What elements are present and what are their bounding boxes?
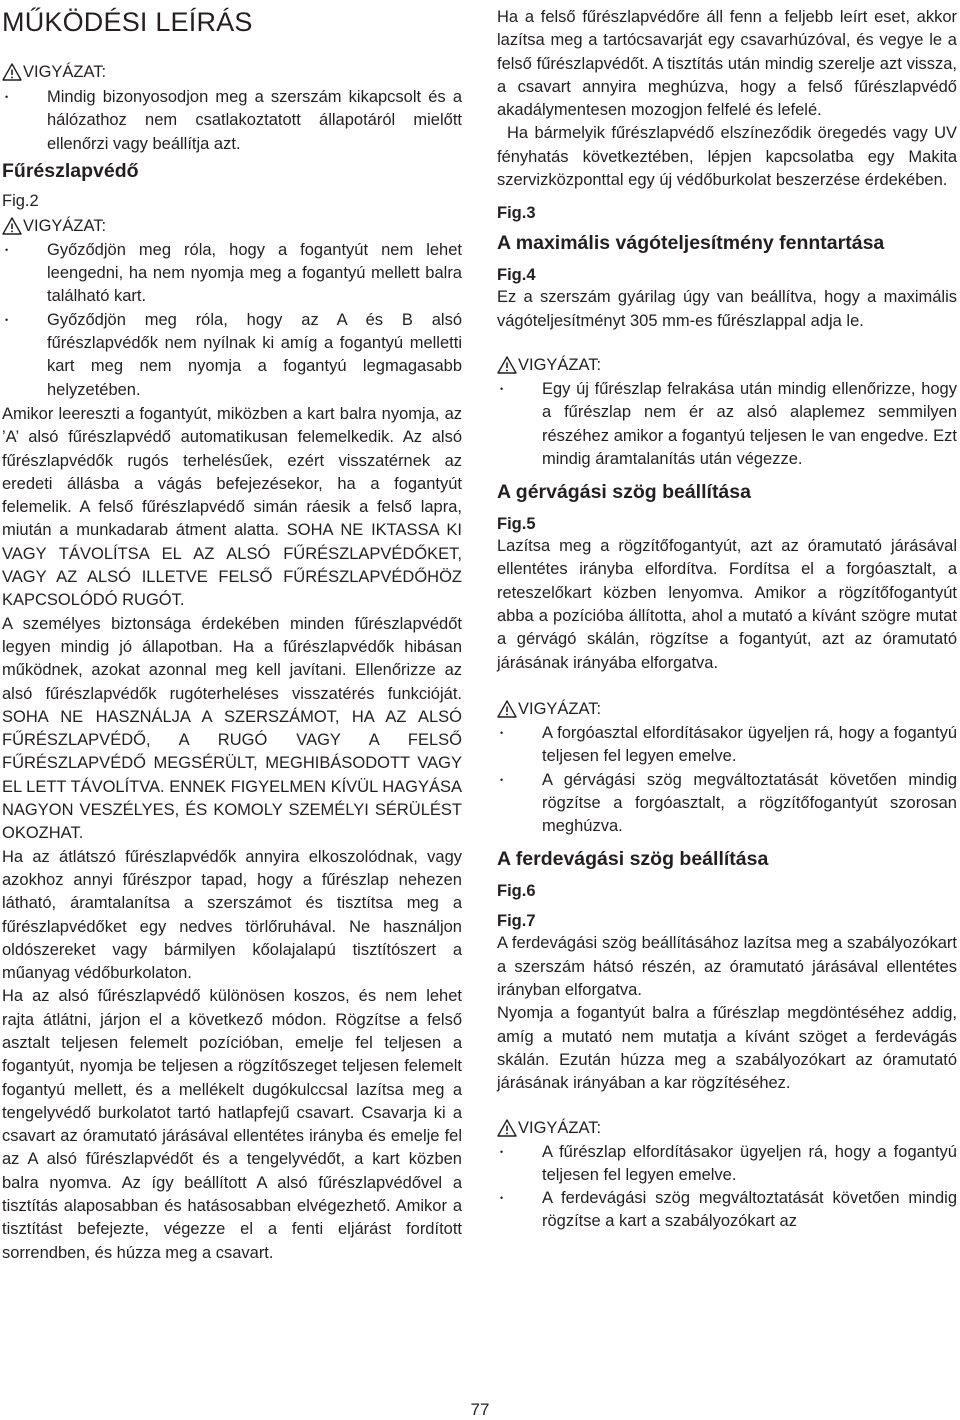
warning-heading xyxy=(2,62,462,82)
body-paragraph: A ferdevágási szög beállításához lazítsa meg a szabályozókart a szerszám hátsó részén, az óramutató járásával ellentétes irányban elforgatva. xyxy=(497,934,957,1000)
body-paragraph: Ha bármelyik fűrészlapvédő elszíneződik öregedés vagy UV fényhatás következtében, lépjen kapcsolatba egy Makita szervizközponttal egy új védőburkolat beszerzése érdekében. xyxy=(497,124,957,190)
figure-ref: Fig.2 xyxy=(2,191,39,210)
bullet-item: • Győződjön meg róla, hogy az A és B alsó fűrészlapvédők nem nyílnak ki amíg a fogantyú melletti kart meg nem nyomja a fogantyú legmagasabb helyzetében. xyxy=(2,309,462,402)
warning-label: VIGYÁZAT: xyxy=(518,699,602,718)
left-column xyxy=(2,0,462,1265)
body-paragraph: Amikor leereszti a fogantyút, miközben a kart balra nyomja, az ’A’ alsó fűrészlapvédő automatikusan felemelkedik. Az alsó fűrészlapvédők rugós terhelésűek, ezért visszatérnek az eredeti állásba a vágás befejezésekor, ha a fogantyút felemelik. A felső fűrészlapvédő simán ráesik a felső lapra, miután a munkadarab átment alatta. SOHA NE IKTASSA KI VAGY TÁVOLÍTSA EL AZ ALSÓ FŰRÉSZLAPVÉDŐKET, VAGY AZ ALSÓ ILLETVE FELSŐ FŰRÉSZLAPVÉDŐHÖZ KAPCSOLÓDÓ RUGÓT. xyxy=(2,404,462,610)
warning-icon xyxy=(2,63,22,81)
body-paragraph: Ha az átlátszó fűrészlapvédők annyira elkoszolódnak, vagy azokhoz annyi fűrészpor tapad, hogy a fűrészlap nehezen látható, áramtalanítsa a szerszámot és tisztítsa meg a fűrészlapvédőket egy nedves törlőruhával. Ne használjon oldószereket vagy bármilyen kőolajalapú tisztítószert a műanyag védőburkolaton. xyxy=(2,847,462,983)
bullet-item: • Mindig bizonyosodjon meg a szerszám kikapcsolt és a hálózathoz nem csatlakoztatott állapotáról mielőtt ellenőrzi vagy beállítja azt. xyxy=(2,86,462,156)
body-paragraph: Lazítsa meg a rögzítőfogantyút, azt az óramutató járásával ellentétes irányba elfordítva. Fordítsa el a forgóasztalt, a reteszelőkart közben lenyomva. Amikor a rögzítőfogantyút abba a pozícióba állította, ahol a mutató a kívánt szögre mutat a gérvágó skálán, rögzítse a fogantyút, azt az óramutató járásának irányába elforgatva. xyxy=(497,537,957,672)
right-column xyxy=(497,0,957,1234)
warning-icon xyxy=(497,700,517,718)
figure-ref: Fig.6 xyxy=(497,882,536,901)
warning-icon xyxy=(497,356,517,374)
figure-ref: Fig.3 xyxy=(497,204,536,223)
bullet-item: • A ferdevágási szög megváltoztatását követően mindig rögzítse a kart a szabályozókart az xyxy=(497,1187,957,1234)
body-paragraph: Ha az alsó fűrészlapvédő különösen koszos, és nem lehet rajta átlátni, járjon el a következő módon. Rögzítse a felső asztalt teljesen felemelt pozícióban, emelje fel teljesen a fogantyút, nyomja be teljesen a rögzítőszeget teljesen felemelt fogantyú mellett, és a mellékelt dugókulccsal lazítsa meg a tengelyvédő burkolatot tartó hatlapfejű csavart. Csavarja ki a csavart az óramutató járásával ellentétes irányba és emelje fel az A alsó fűrészlapvédőt és a tengelyvédőt, a kart közben balra nyomva. Az így beállított A alsó fűrészlapvédővel a tisztítás alaposabban és hatásosabban elvégezhető. Amikor a tisztítást befejezte, végezze el a fenti eljárást fordított sorrendben, és húzza meg a csavart. xyxy=(2,987,462,1262)
bullet-item: • A forgóasztal elfordításakor ügyeljen rá, hogy a fogantyú teljesen fel legyen emelve. xyxy=(497,722,957,769)
bullet-item: • A gérvágási szög megváltoztatását követően mindig rögzítse a forgóasztalt, a rögzítőfogantyút szorosan meghúzva. xyxy=(497,769,957,839)
section-heading: A ferdevágási szög beállítása xyxy=(497,848,769,871)
figure-ref: Fig.4 xyxy=(497,266,536,285)
bullet-item: • Egy új fűrészlap felrakása után mindig ellenőrizze, hogy a fűrészlap nem ér az alsó alaplemez semmilyen részéhez amikor a fogantyú teljesen le van engedve. Ezt mindig áramtalanítás után végezze. xyxy=(497,378,957,471)
warning-icon xyxy=(2,217,22,235)
figure-ref: Fig.5 xyxy=(497,515,536,534)
section-heading: A maximális vágóteljesítmény fenntartása xyxy=(497,232,885,255)
section-heading: A gérvágási szög beállítása xyxy=(497,481,751,504)
body-paragraph: Ha a felső fűrészlapvédőre áll fenn a feljebb leírt eset, akkor lazítsa meg a tartócsavarját egy csavarhúzóval, és vegye le a felső fűrészlapvédőt. A tisztítás után mindig szerelje azt vissza, a csavart annyira meghúzva, hogy a felső fűrészlapvédő akadálymentesen mozogjon felfelé és lefelé. xyxy=(497,8,957,120)
section-title: Fűrészlapvédő xyxy=(2,159,139,182)
page-title: MŰKÖDÉSI LEÍRÁS xyxy=(2,7,253,37)
page-number: 77 xyxy=(470,1400,490,1419)
warning-heading xyxy=(2,216,462,236)
warning-icon xyxy=(497,1119,517,1137)
warning-label: VIGYÁZAT: xyxy=(23,216,107,235)
body-paragraph: Ez a szerszám gyárilag úgy van beállítva, hogy a maximális vágóteljesítményt 305 mm-es fűrészlappal adja le. xyxy=(497,288,957,330)
bullet-item: • A fűrészlap elfordításakor ügyeljen rá, hogy a fogantyú teljesen fel legyen emelve. xyxy=(497,1141,957,1188)
warning-heading xyxy=(497,1118,957,1138)
figure-ref: Fig.7 xyxy=(497,912,536,931)
body-paragraph: Nyomja a fogantyút balra a fűrészlap megdöntéséhez addig, amíg a mutató nem mutatja a kívánt szöget a ferdevágás skálán. Ezután húzza meg a szabályozókart az óramutató járásának irányában a kar rögzítéséhez. xyxy=(497,1004,957,1093)
bullet-item: • Győződjön meg róla, hogy a fogantyút nem lehet leengedni, ha nem nyomja meg a fogantyú mellett balra található kart. xyxy=(2,239,462,309)
body-paragraph: A személyes biztonsága érdekében minden fűrészlapvédőt legyen mindig jó állapotban. Ha a fűrészlapvédők hibásan működnek, azokat azonnal meg kell javítani. Ellenőrizze az alsó fűrészlapvédők rugóterheléses visszatérés funkcióját. SOHA NE HASZNÁLJA A SZERSZÁMOT, HA AZ ALSÓ FŰRÉSZLAPVÉDŐ, A RUGÓ VAGY A FELSŐ FŰRÉSZLAPVÉDŐ MEGSÉRÜLT, MEGHIBÁSODOTT VAGY EL LETT TÁVOLÍTVA. ENNEK FIGYELMEN KÍVÜL HAGYÁSA NAGYON VESZÉLYES, ÉS KOMOLY SZEMÉLYI SÉRÜLÉST OKOZHAT. xyxy=(2,614,463,843)
warning-heading xyxy=(497,699,957,719)
warning-label: VIGYÁZAT: xyxy=(23,63,107,81)
warning-label: VIGYÁZAT: xyxy=(518,355,602,374)
warning-label: VIGYÁZAT: xyxy=(518,1118,602,1137)
warning-heading xyxy=(497,355,957,375)
